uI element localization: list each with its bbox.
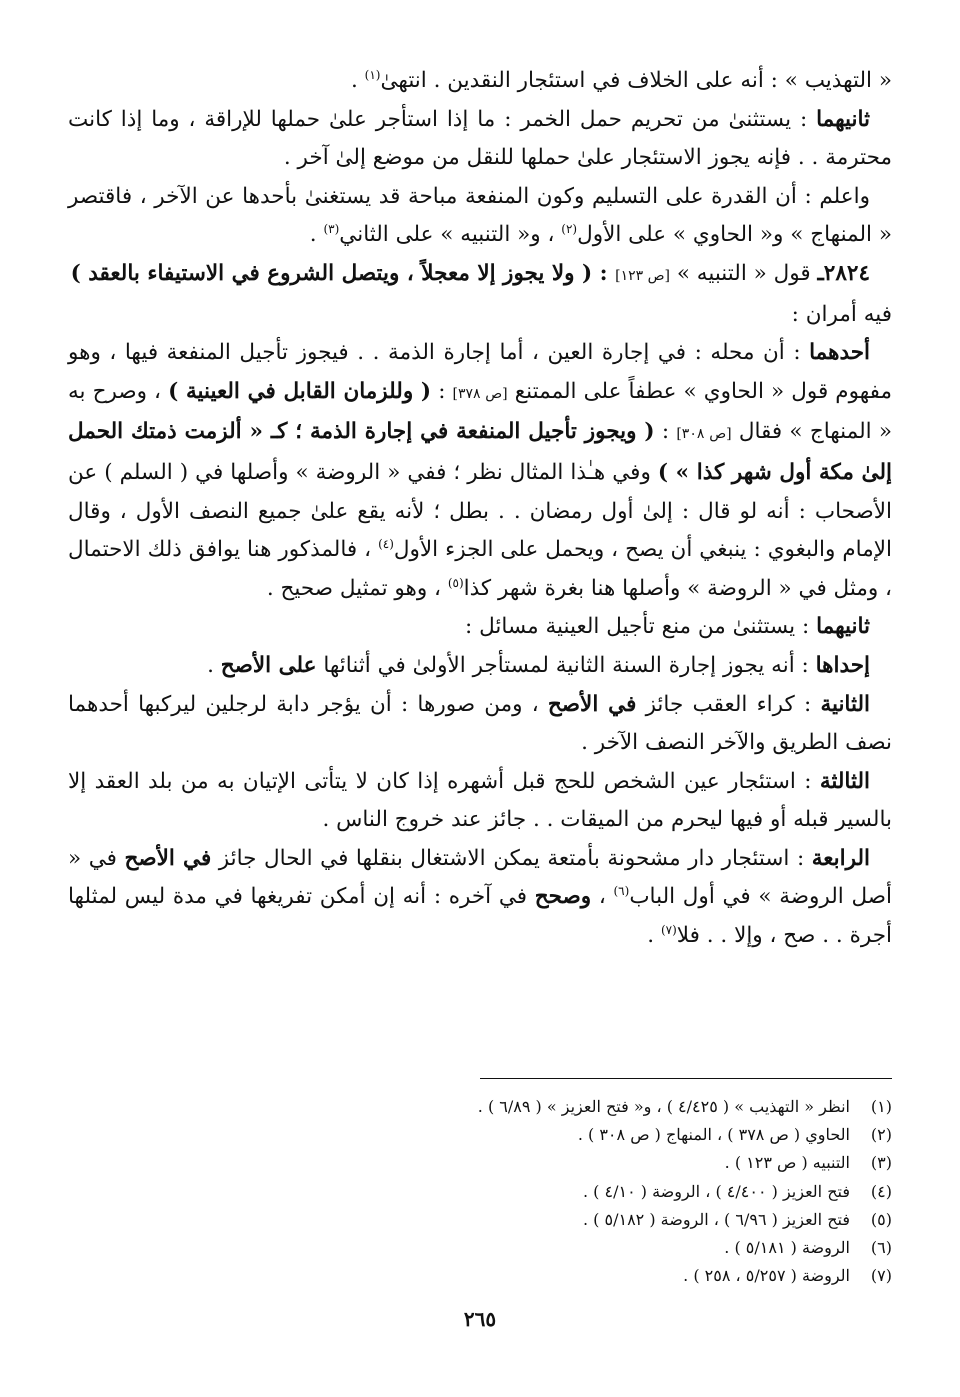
paragraph-lead: الرابعة	[811, 845, 870, 871]
footnote	[68, 1234, 892, 1262]
footnote-ref-6: (٦)	[613, 884, 630, 899]
footnote-text: فتح العزيز ( ٤/٤٠٠ ) ، الروضة ( ٤/١٠ ) .	[582, 1181, 850, 1201]
footnote-ref-1: (١)	[364, 67, 381, 82]
page-reference: [ص ٣٠٨]	[676, 426, 732, 443]
paragraph-5: أحدهما : أن محله : في إجارة العين ، أما إجارة الذمة . . فيجوز تأجيل المنفعة فيها ، وهو مفهوم قول « الحاوي » عطفاً على الممتنع [ص ٣٧٨] : ( وللزمان القابل في العينية ) ، وصرح به « المنهاج » فقال [ص ٣٠٨] : ( ويجوز تأجيل المنفعة في إجارة الذمة ؛ كـ « ألزمت ذمتك الحمل إلىٰ مكة أول شهر كذا » ) وفي هـٰذا المثال نظر ؛ ففي « الروضة » وأصلها في ( السلم ) عن الأصحاب : أنه لو قال : إلىٰ أول رمضان . . بطل ؛ لأنه يقع علىٰ جميع النصف الأول ، وقال الإمام والبغوي : ينبغي أن يصح ، ويحمل على الجزء الأول$^{(٤)}$ ، فالمذكور هنا يوافق ذلك الاحتمال ، ومثل في « الروضة » وأصلها هنا بغرة شهر كذا$^{(٥)}$ ، وهو تمثيل صحيح .	[68, 340, 893, 601]
footnote-text: التنبيه ( ص ١٢٣ ) .	[724, 1153, 850, 1173]
footnote-number: (٤)	[870, 1181, 892, 1201]
paragraph-9: الثالثة : استئجار عين الشخص للحج قبل أشهره إذا كان لا يتأتى الإتيان به من بلد العقد إلا بالسير قبله أو فيها ليحرم من الميقات . . جائز عند خروج الناس .	[68, 768, 892, 833]
page-reference: [ص ١٢٣]	[615, 267, 670, 284]
footnote-text: الحاوي ( ص ٣٧٨ ) ، المنهاج ( ص ٣٠٨ ) .	[577, 1125, 850, 1145]
paragraph-4: فيه أمران :	[791, 301, 892, 327]
footnote-ref-5: (٥)	[447, 575, 464, 590]
footnote-number: (٦)	[870, 1238, 892, 1258]
emphasis: على الأصح	[220, 652, 317, 678]
paragraph-10: الرابعة : استئجار دار مشحونة بأمتعة يمكن الاشتغال بنقلها في الحال جائز في الأصح في « أصل الروضة » في أول الباب$^{(٦)}$ ، وصحح في آخره : أنه إن أمكن تفريغها في مدة ليس لمثلها أجرة . . صح ، وإلا . . فلا$^{(٧)}$ .	[68, 845, 892, 949]
footnote	[68, 1262, 892, 1290]
footnote-text: الروضة ( ٥/١٨١ ) .	[724, 1238, 850, 1258]
emphasis: في الأصح	[547, 691, 637, 717]
footnote	[68, 1178, 892, 1206]
section-heading: ٢٨٢٤ـ قول « التنبيه » [ص ١٢٣] : ( ولا يجوز إلا معجلاً ، ويتصل الشروع في الاستيفاء بالعقد )	[70, 260, 870, 286]
footnote-number: (٥)	[870, 1209, 892, 1229]
section-number: ٢٨٢٤ـ	[817, 260, 870, 286]
paragraph-lead: إحداها	[815, 652, 870, 678]
paragraph-8: الثانية : كراء العقب جائز في الأصح ، ومن صورها : أن يؤجر دابة لرجلين ليركبها أحدهما نصف الطريق والآخر النصف الآخر .	[68, 691, 892, 756]
page-number: ٢٦٥	[463, 1307, 497, 1331]
paragraph-lead: أحدهما	[809, 340, 870, 366]
main-text	[68, 62, 892, 956]
paragraph-lead: ثانيهما	[816, 106, 870, 132]
footnote-divider	[480, 1078, 892, 1079]
quote: ( وللزمان القابل في العينية )	[168, 378, 432, 404]
footnote-ref-2: (٢)	[561, 222, 578, 237]
footnote-number: (٧)	[870, 1266, 892, 1286]
footnote-text: فتح العزيز ( ٦/٩٦ ) ، الروضة ( ٥/١٨٢ ) .	[582, 1209, 850, 1229]
quote: ( ويجوز تأجيل المنفعة في إجارة الذمة ؛ كـ « ألزمت ذمتك الحمل إلىٰ مكة أول شهر كذا » )	[68, 419, 892, 485]
section-quote: : ( ولا يجوز إلا معجلاً ، ويتصل الشروع في الاستيفاء بالعقد )	[70, 260, 616, 286]
emphasis: في الأصح	[124, 845, 212, 871]
paragraph-1: « التهذيب » : أنه على الخلاف في استئجار النقدين . انتهىٰ$^{(١)}$ .	[350, 67, 892, 93]
footnotes	[68, 1093, 892, 1290]
paragraph-lead: ثانيهما	[816, 614, 870, 640]
footnote-number: (١)	[870, 1097, 892, 1116]
paragraph-lead: الثانية	[820, 691, 870, 717]
footnote	[68, 1121, 892, 1149]
footnote	[68, 1093, 892, 1121]
paragraph-3: واعلم : أن القدرة على التسليم وكون المنفعة مباحة قد يستغنىٰ بأحدها عن الآخر ، فاقتصر « المنهاج » و« الحاوي » على الأول$^{(٢)}$ ، و« التنبيه » على الثاني$^{(٣)}$ .	[68, 183, 892, 248]
footnote-ref-7: (٧)	[660, 922, 677, 937]
page-reference: [ص ٣٧٨]	[452, 385, 508, 402]
emphasis: وصحح	[534, 884, 592, 910]
footnote-ref-4: (٤)	[378, 536, 394, 551]
footnote-text: انظر « التهذيب » ( ٤/٤٢٥ ) ، و« فتح العزيز » ( ٦/٨٩ ) .	[477, 1097, 850, 1116]
paragraph-lead: الثالثة	[819, 768, 870, 794]
footnote	[68, 1206, 892, 1234]
footnote	[68, 1149, 892, 1177]
paragraph-2: ثانيهما : يستثنىٰ من تحريم حمل الخمر : ما إذا استأجر علىٰ حملها للإراقة ، وما إذا كانت محترمة . . فإنه يجوز الاستئجار علىٰ حملها للنقل من موضع إلىٰ آخر .	[68, 106, 892, 171]
paragraph-7: إحداها : أنه يجوز إجارة السنة الثانية لمستأجر الأولىٰ في أثنائها على الأصح .	[207, 652, 870, 678]
footnote-text: الروضة ( ٥/٢٥٧ ، ٢٥٨ ) .	[683, 1266, 850, 1286]
footnote-ref-3: (٣)	[323, 222, 340, 237]
footnote-number: (٢)	[870, 1125, 892, 1145]
paragraph-6: ثانيهما : يستثنىٰ من منع تأجيل العينية مسائل :	[465, 614, 870, 640]
footnote-number: (٣)	[870, 1153, 892, 1173]
